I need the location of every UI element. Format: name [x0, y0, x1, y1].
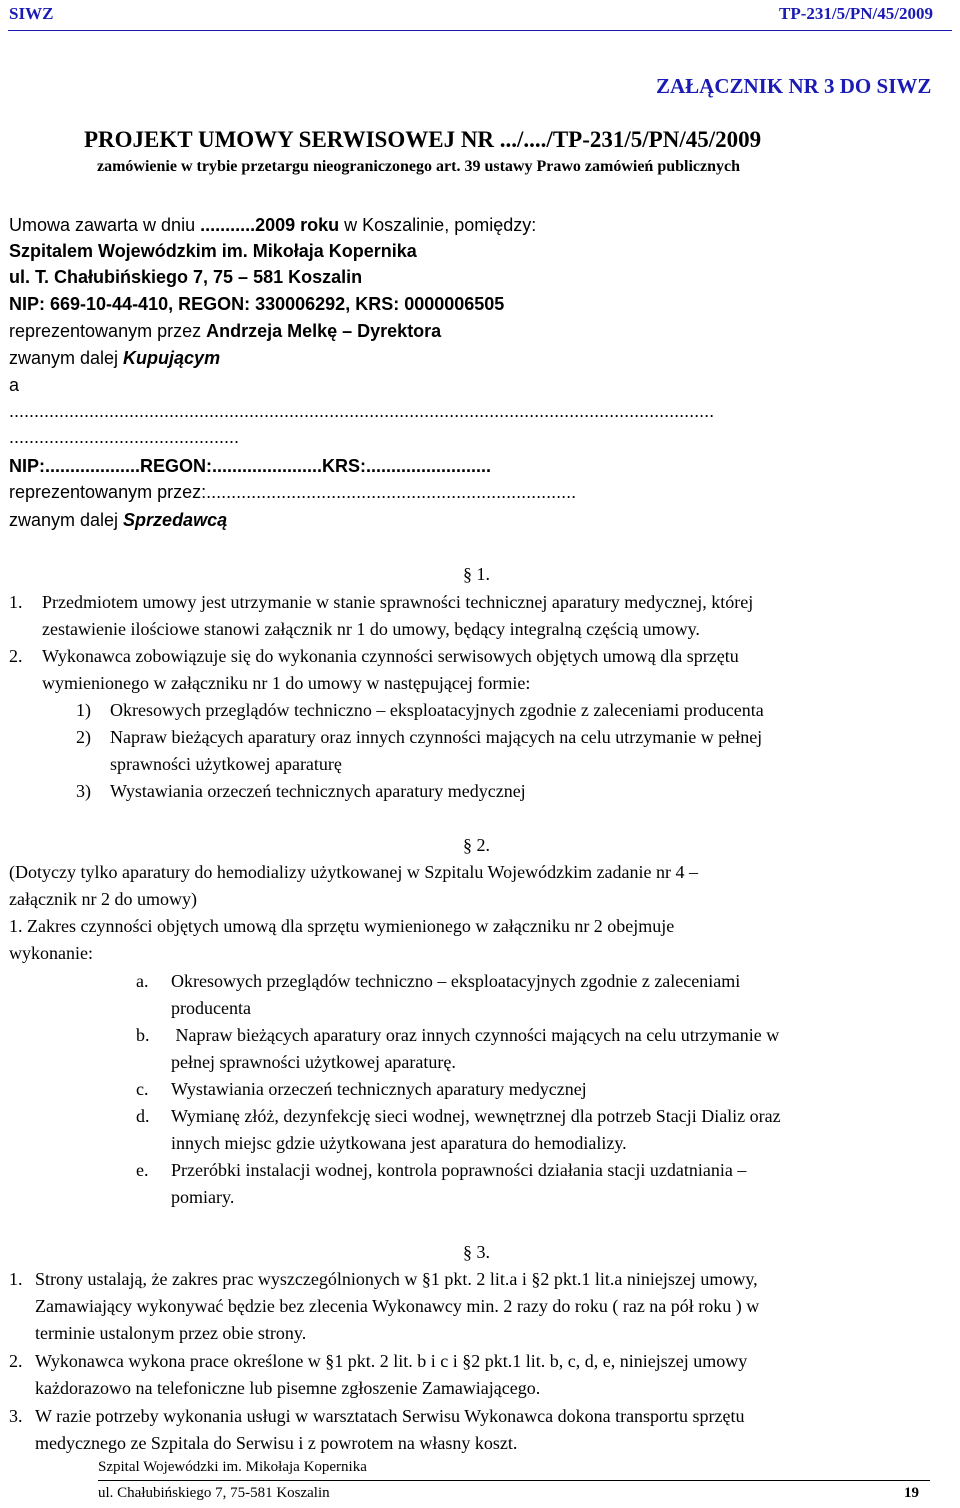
buyer-representative: [9, 321, 441, 342]
seller-alias-name: Sprzedawcą: [123, 510, 228, 530]
s2-p1-line1: 1. Zakres czynności objętych umową dla sprzętu wymienionego w załączniku nr 2 obejmuje: [9, 916, 675, 936]
footer-rule: [98, 1480, 930, 1481]
header-right: TP-231/5/PN/45/2009: [779, 4, 933, 23]
seller-representative: reprezentowanym przez:..........................................................................: [9, 482, 577, 502]
annex-title: ZAŁĄCZNIK NR 3 DO SIWZ: [656, 74, 932, 98]
s1-item-1-num: 1): [76, 700, 91, 720]
buyer-rep-pre: reprezentowanym przez: [9, 321, 207, 341]
buyer-alias-name: Kupującym: [123, 348, 221, 368]
s2-note-line1: (Dotyczy tylko aparatury do hemodializy użytkowanej w Szpitalu Wojewódzkim zadanie nr 4 –: [9, 862, 699, 882]
seller-alias-pre: zwanym dalej: [9, 510, 124, 530]
page-number: 19: [904, 1485, 919, 1501]
s3-item-1-line1: Strony ustalają, że zakres prac wyszczególnionych w §1 pkt. 2 lit.a i §2 pkt.1 lit.a niniejszej umowy,: [35, 1269, 758, 1289]
s3-item-1-line3: terminie ustalonym przez obie strony.: [35, 1323, 307, 1343]
s2-item-d-num: d.: [136, 1106, 150, 1126]
s3-item-3-line2: medycznego ze Szpitala do Serwisu i z powrotem na własny koszt.: [35, 1433, 518, 1453]
s1-p1-num: 1.: [9, 592, 23, 612]
buyer-name: Szpitalem Wojewódzkim im. Mikołaja Kopernika: [9, 241, 417, 261]
s1-item-2-line2: sprawności użytkowej aparaturę: [110, 754, 342, 774]
header-left: SIWZ: [9, 4, 54, 23]
s2-item-c-line1: Wystawiania orzeczeń technicznych aparatury medycznej: [171, 1079, 587, 1099]
section-2-heading: § 2.: [463, 835, 490, 855]
s3-item-1-line2: Zamawiający wykonywać będzie bez zlecenia Wykonawcy min. 2 razy do roku ( raz na pół roku ) w: [35, 1296, 760, 1316]
seller-dots-2: ..............................................: [9, 427, 240, 447]
contract-intro: [9, 215, 536, 236]
section-1-heading: § 1.: [463, 564, 490, 584]
s2-item-a-num: a.: [136, 971, 149, 991]
buyer-alias: [9, 348, 220, 369]
s2-item-e-num: e.: [136, 1160, 149, 1180]
s2-item-b-line2: pełnej sprawności użytkowej aparaturę.: [171, 1052, 456, 1072]
s1-p2-num: 2.: [9, 646, 23, 666]
header-rule: [8, 30, 952, 31]
subtitle: zamówienie w trybie przetargu nieograniczonego art. 39 ustawy Prawo zamówień publicznych: [97, 158, 741, 175]
seller-dots-1: .............................................................................................................................................: [9, 401, 715, 421]
s3-item-2-line2: każdorazowo na telefoniczne lub pisemne zgłoszenie Zamawiającego.: [35, 1378, 541, 1398]
intro-date: ...........2009 roku: [200, 215, 340, 235]
s1-p2-line2: wymienionego w załączniku nr 1 do umowy w następującej formie:: [42, 673, 531, 693]
s2-item-e-line2: pomiary.: [171, 1187, 235, 1207]
s1-p1-line1: Przedmiotem umowy jest utrzymanie w stanie sprawności technicznej aparatury medycznej, której: [42, 592, 754, 612]
s2-item-c-num: c.: [136, 1079, 149, 1099]
s3-item-3-line1: W razie potrzeby wykonania usługi w warsztatach Serwisu Wykonawca dokona transportu sprzętu: [35, 1406, 745, 1426]
s1-item-2-num: 2): [76, 727, 91, 747]
s2-item-a-line1: Okresowych przeglądów techniczno – eksploatacyjnych zgodnie z zaleceniami: [171, 971, 741, 991]
footer-line2: ul. Chałubińskiego 7, 75-581 Koszalin: [98, 1485, 330, 1501]
s3-item-1-num: 1.: [9, 1269, 23, 1289]
s2-item-a-line2: producenta: [171, 998, 251, 1018]
s2-item-e-line1: Przeróbki instalacji wodnej, kontrola poprawności działania stacji uzdatniania –: [171, 1160, 747, 1180]
s1-p1-line2: zestawienie ilościowe stanowi załącznik nr 1 do umowy, będący integralną częścią umowy.: [42, 619, 700, 639]
buyer-alias-pre: zwanym dalej: [9, 348, 124, 368]
s1-item-3-line1: Wystawiania orzeczeń technicznych aparatury medycznej: [110, 781, 526, 801]
and-word: a: [9, 375, 20, 395]
s1-item-3-num: 3): [76, 781, 91, 801]
section-3-heading: § 3.: [463, 1242, 490, 1262]
s2-item-d-line1: Wymianę złóż, dezynfekcję sieci wodnej, wewnętrznej dla potrzeb Stacji Dializ oraz: [171, 1106, 781, 1126]
buyer-rep-name: Andrzeja Melkę – Dyrektora: [206, 321, 442, 341]
footer-line1: Szpital Wojewódzki im. Mikołaja Kopernika: [98, 1459, 367, 1475]
s1-item-1-line1: Okresowych przeglądów techniczno – eksploatacyjnych zgodnie z zaleceniami producenta: [110, 700, 764, 720]
s3-item-3-num: 3.: [9, 1406, 23, 1426]
intro-post: w Koszalinie, pomiędzy:: [339, 215, 537, 235]
intro-pre: Umowa zawarta w dniu: [9, 215, 201, 235]
buyer-address: ul. T. Chałubińskiego 7, 75 – 581 Koszalin: [9, 267, 363, 287]
s2-note-line2: załącznik nr 2 do umowy): [9, 889, 197, 909]
s1-item-2-line1: Napraw bieżących aparatury oraz innych czynności mających na celu utrzymanie w pełnej: [110, 727, 763, 747]
buyer-ids: NIP: 669-10-44-410, REGON: 330006292, KRS: 0000006505: [9, 294, 505, 314]
s2-p1-line2: wykonanie:: [9, 943, 93, 963]
project-title: PROJEKT UMOWY SERWISOWEJ NR .../..../TP-231/5/PN/45/2009: [84, 127, 762, 152]
s2-item-d-line2: innych miejsc gdzie użytkowana jest aparatura do hemodializy.: [171, 1133, 627, 1153]
s3-item-2-line1: Wykonawca wykona prace określone w §1 pkt. 2 lit. b i c i §2 pkt.1 lit. b, c, d, e, niniejszej umowy: [35, 1351, 748, 1371]
s2-item-b-num: b.: [136, 1025, 150, 1045]
s1-p2-line1: Wykonawca zobowiązuje się do wykonania czynności serwisowych objętych umową dla sprzętu: [42, 646, 739, 666]
s3-item-2-num: 2.: [9, 1351, 23, 1371]
s2-item-b-line1: Napraw bieżących aparatury oraz innych czynności mających na celu utrzymanie w: [171, 1025, 780, 1045]
seller-ids: NIP:...................REGON:......................KRS:.........................: [9, 456, 492, 476]
seller-alias: [9, 510, 227, 531]
